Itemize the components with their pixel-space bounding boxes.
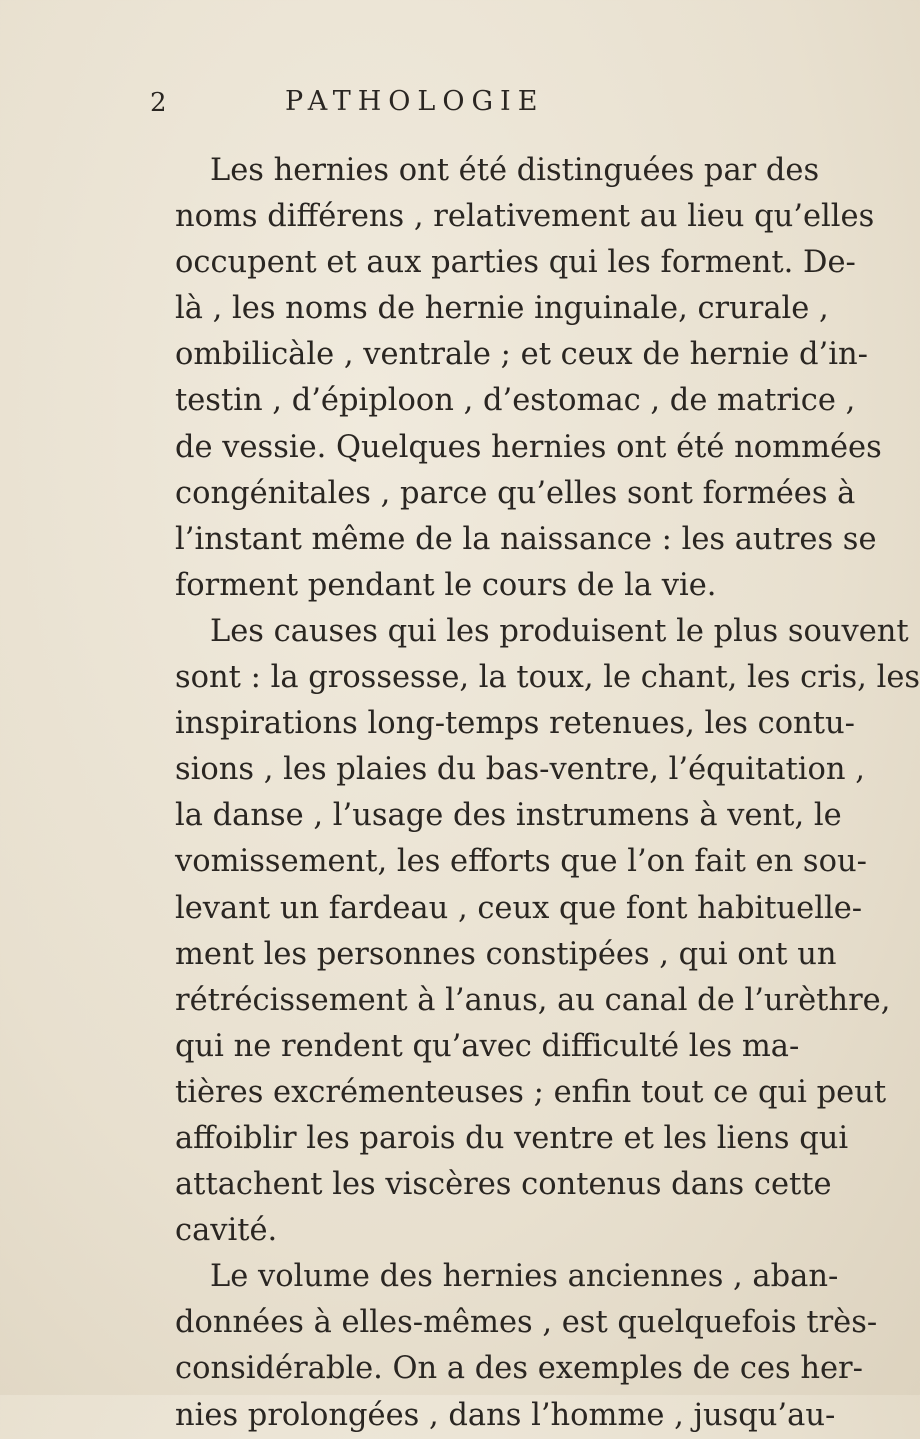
text-line: inspirations long-temps retenues, les contu-: [175, 706, 855, 742]
text-line: l’instant même de la naissance : les autres se: [175, 521, 877, 557]
text-line: ment les personnes constipées , qui ont un: [175, 936, 837, 972]
running-title: PATHOLOGIE: [285, 86, 545, 117]
text-line: Les causes qui les produisent le plus souvent: [210, 613, 909, 649]
text-line: congénitales , parce qu’elles sont formées à: [175, 475, 856, 511]
paragraph-1: [175, 148, 882, 609]
text-line: considérable. On a des exemples de ces her-: [175, 1351, 863, 1387]
body-text: [175, 148, 920, 1439]
text-line: Les hernies ont été distinguées par des: [210, 153, 820, 188]
text-line: occupent et aux parties qui les forment. De-: [175, 245, 856, 281]
text-line: levant un fardeau , ceux que font habituelle-: [175, 890, 863, 926]
text-line: la danse , l’usage des instrumens à vent, le: [175, 798, 842, 834]
text-line: sions , les plaies du bas-ventre, l’équitation ,: [175, 752, 865, 788]
text-line: attachent les viscères contenus dans cette: [175, 1167, 832, 1203]
paragraph-2: [175, 609, 920, 1254]
text-line: Le volume des hernies anciennes , aban-: [210, 1259, 839, 1295]
text-line: forment pendant le cours de la vie.: [175, 567, 717, 603]
text-line: nies prolongées , dans l’homme , jusqu’au-: [175, 1397, 836, 1433]
text-line: ombilicàle , ventrale ; et ceux de hernie d’in-: [175, 337, 868, 373]
text-line: noms différens , relativement au lieu qu’elles: [175, 199, 875, 235]
text-line: cavité.: [175, 1213, 278, 1249]
page-header: [0, 86, 800, 126]
text-line: qui ne rendent qu’avec difficulté les ma-: [175, 1028, 800, 1064]
text-line: rétrécissement à l’anus, au canal de l’urèthre,: [175, 982, 891, 1018]
text-line: là , les noms de hernie inguinale, crurale ,: [175, 291, 829, 327]
paragraph-3: [175, 1254, 878, 1438]
text-line: de vessie. Quelques hernies ont été nommées: [175, 429, 882, 465]
text-line: testin , d’épiploon , d’estomac , de matrice ,: [175, 383, 856, 419]
page-number: 2: [150, 88, 167, 118]
text-line: tières excrémenteuses ; enfin tout ce qui peut: [175, 1074, 887, 1110]
text-line: sont : la grossesse, la toux, le chant, les cris, les: [175, 660, 920, 696]
text-line: vomissement, les efforts que l’on fait en sou-: [175, 844, 867, 880]
text-line: affoiblir les parois du ventre et les liens qui: [175, 1120, 849, 1156]
text-line: données à elles-mêmes , est quelquefois très-: [175, 1305, 878, 1341]
